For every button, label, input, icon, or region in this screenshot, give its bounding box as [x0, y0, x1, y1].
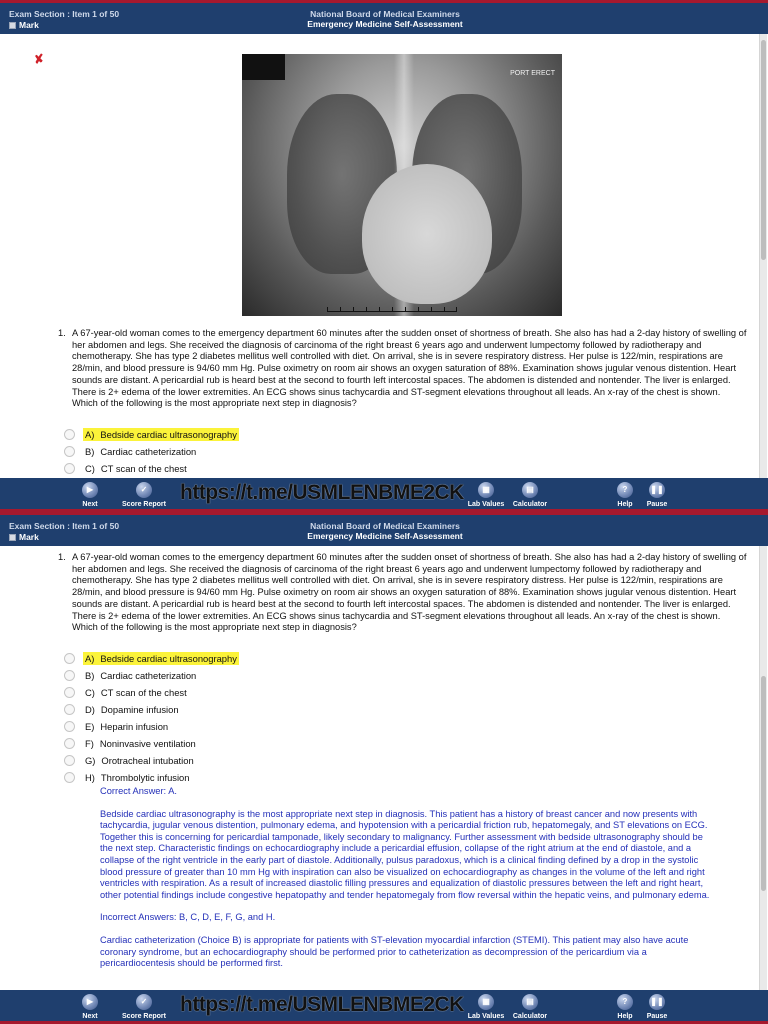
help-icon: ?	[617, 994, 633, 1010]
scrollbar-thumb[interactable]	[761, 676, 766, 891]
exam-section-label: Exam Section : Item 1 of 50	[9, 9, 120, 19]
mark-checkbox[interactable]	[9, 532, 39, 542]
next-arrow-icon: ▶	[82, 482, 98, 498]
score-report-button[interactable]: ✓ Score Report	[114, 994, 174, 1020]
radio-button[interactable]	[64, 687, 75, 698]
correct-answer-label: Correct Answer: A.	[100, 786, 177, 796]
radio-button[interactable]	[64, 446, 75, 457]
help-icon: ?	[617, 482, 633, 498]
score-report-button[interactable]: ✓ Score Report	[114, 482, 174, 508]
radio-button[interactable]	[64, 738, 75, 749]
answer-option-d[interactable]: D) Dopamine infusion	[64, 701, 364, 718]
exam-section-label: Exam Section : Item 1 of 50	[9, 521, 120, 531]
pause-button[interactable]: ❚❚ Pause	[627, 994, 687, 1020]
lab-values-button[interactable]: ▦ Lab Values	[456, 994, 516, 1020]
exam-header	[0, 512, 768, 546]
watermark-link: https://t.me/USMLENBME2CK	[180, 993, 464, 1016]
radio-button[interactable]	[64, 653, 75, 664]
answer-option-a[interactable]: A) Bedside cardiac ultrasonography	[64, 426, 364, 443]
toolbar	[0, 990, 768, 1024]
lab-values-button[interactable]: ▦ Lab Values	[456, 482, 516, 508]
question-number: 1.	[58, 552, 66, 562]
help-button[interactable]: ? Help	[595, 482, 655, 508]
lab-values-icon: ▦	[478, 482, 494, 498]
question-text: A 67-year-old woman comes to the emergency department 60 minutes after the sudden onset of shortness of breath. She also has had a 2-day history of swelling of her abdomen and legs. She received the diagnosis of carcinoma of the right breast 6 years ago and underwent lumpectomy followed by radiotherapy and chemotherapy. She has type 2 diabetes mellitus well controlled with diet. On arrival, she is in severe respiratory distress. Her pulse is 122/min, respirations are 28/min, and blood pressure is 94/60 mm Hg. Pulse oximetry on room air shows an oxygen saturation of 88%. Examination shows jugular venous distention. Heart sounds are distant. A pericardial rub is heard best at the second to fourth left intercostal spaces. The abdomen is distended and nontender. The liver is enlarged. There is 2+ edema of the lower extremities. An ECG shows sinus tachycardia and ST-segment elevations throughout all leads. An x-ray of the chest is shown. Which of the following is the most appropriate next step in diagnosis?	[72, 328, 747, 409]
answer-explanation	[100, 786, 715, 981]
radio-button[interactable]	[64, 463, 75, 474]
checkmark-icon: ✓	[136, 482, 152, 498]
exam-header	[0, 0, 768, 34]
scrollbar-thumb[interactable]	[761, 40, 766, 260]
exam-title	[250, 521, 520, 541]
lab-values-icon: ▦	[478, 994, 494, 1010]
answer-option-h[interactable]: H) Thrombolytic infusion	[64, 769, 364, 786]
answer-option-f[interactable]: F) Noninvasive ventilation	[64, 735, 364, 752]
vertical-scrollbar[interactable]	[759, 34, 767, 478]
question-number: 1.	[58, 328, 66, 338]
vertical-scrollbar[interactable]	[759, 546, 767, 990]
radio-button[interactable]	[64, 721, 75, 732]
pause-icon: ❚❚	[649, 994, 665, 1010]
radio-button[interactable]	[64, 772, 75, 783]
exam-title	[250, 9, 520, 29]
question-text: A 67-year-old woman comes to the emergency department 60 minutes after the sudden onset of shortness of breath. She also has had a 2-day history of swelling of her abdomen and legs. She received the diagnosis of carcinoma of the right breast 6 years ago and underwent lumpectomy followed by radiotherapy and chemotherapy. She has type 2 diabetes mellitus well controlled with diet. On arrival, she is in severe respiratory distress. Her pulse is 122/min, respirations are 28/min, and blood pressure is 94/60 mm Hg. Pulse oximetry on room air shows an oxygen saturation of 88%. Examination shows jugular venous distention. Heart sounds are distant. A pericardial rub is heard best at the second to fourth left intercostal spaces. The abdomen is distended and nontender. The liver is enlarged. There is 2+ edema of the lower extremities. An ECG shows sinus tachycardia and ST-segment elevations throughout all leads. An x-ray of the chest is shown. Which of the following is the most appropriate next step in diagnosis?	[72, 552, 747, 633]
calculator-icon: ▤	[522, 482, 538, 498]
mark-box-icon[interactable]	[9, 534, 16, 541]
incorrect-answers-label: Incorrect Answers: B, C, D, E, F, G, and H.	[100, 912, 276, 923]
pause-button[interactable]: ❚❚ Pause	[627, 482, 687, 508]
mark-checkbox[interactable]	[9, 20, 39, 30]
xray-label: PORT ERECT	[510, 70, 555, 77]
answer-option-c[interactable]: C) CT scan of the chest	[64, 460, 364, 477]
answer-option-e[interactable]: E) Heparin infusion	[64, 718, 364, 735]
org-name: National Board of Medical Examiners	[310, 521, 460, 531]
mark-label: Mark	[19, 532, 39, 542]
strike-x-icon: ✘	[32, 51, 46, 67]
answer-option-g[interactable]: G) Orotracheal intubation	[64, 752, 364, 769]
answer-options	[64, 426, 364, 477]
help-button[interactable]: ? Help	[595, 994, 655, 1020]
question-stem	[58, 552, 748, 634]
mark-box-icon[interactable]	[9, 22, 16, 29]
answer-option-b[interactable]: B) Cardiac catheterization	[64, 443, 364, 460]
next-arrow-icon: ▶	[82, 994, 98, 1010]
explanation-body: Bedside cardiac ultrasonography is the most appropriate next step in diagnosis. This patient has a history of breast cancer and now presents with tachycardia, jugular venous distention, pulmonary edema, and hypotension with a pericardial friction rub, hepatomegaly, and ST elevations on ECG. Together this is concerning for pericardial tamponade, likely secondary to malignancy. Further assessment with bedside ultrasonography should be the next step. Characteristic findings on echocardiography include a pericardial effusion, collapse of the right atrium at the end of diastole, and a collapse of the right ventricle in the early part of diastole. Additionally, pulsus paradoxus, which is a clinical finding defined by a drop in the systolic blood pressure of greater than 10 mm Hg with inspiration can also be visualized on echocardiography as changes in the volume of the left and right ventricles with respiration. As a result of increased diastolic filling pressures and equalization of diastolic pressures between the left and right heart, other potential findings include congestive hepatopathy and tender hepatomegaly from flow reversal within the hepatic veins, and pulmonary edema.	[100, 808, 710, 900]
checkmark-icon: ✓	[136, 994, 152, 1010]
answer-option-b[interactable]: B) Cardiac catheterization	[64, 667, 364, 684]
xray-ruler	[327, 306, 457, 312]
answer-option-a[interactable]: A) Bedside cardiac ultrasonography	[64, 650, 364, 667]
next-button[interactable]: ▶ Next	[60, 994, 120, 1020]
choice-b-explanation: Cardiac catheterization (Choice B) is appropriate for patients with ST-elevation myocardial infarction (STEMI). This patient may also have acute coronary syndrome, but an echocardiography should be performed prior to catheterization as decompression of the pericardium via a pericardiocentesis should be performed first.	[100, 934, 689, 969]
calculator-icon: ▤	[522, 994, 538, 1010]
toolbar	[0, 478, 768, 512]
pause-icon: ❚❚	[649, 482, 665, 498]
answer-option-c[interactable]: C) CT scan of the chest	[64, 684, 364, 701]
bottom-panel	[0, 512, 768, 1024]
exam-subtitle: Emergency Medicine Self-Assessment	[307, 19, 463, 29]
org-name: National Board of Medical Examiners	[310, 9, 460, 19]
question-stem	[58, 328, 748, 410]
radio-button[interactable]	[64, 429, 75, 440]
radio-button[interactable]	[64, 704, 75, 715]
mark-label: Mark	[19, 20, 39, 30]
answer-options	[64, 650, 364, 786]
watermark-link: https://t.me/USMLENBME2CK	[180, 481, 464, 504]
radio-button[interactable]	[64, 755, 75, 766]
chest-xray-image[interactable]	[242, 54, 562, 316]
next-button[interactable]: ▶ Next	[60, 482, 120, 508]
calculator-button[interactable]: ▤ Calculator	[500, 482, 560, 508]
radio-button[interactable]	[64, 670, 75, 681]
exam-subtitle: Emergency Medicine Self-Assessment	[307, 531, 463, 541]
calculator-button[interactable]: ▤ Calculator	[500, 994, 560, 1020]
